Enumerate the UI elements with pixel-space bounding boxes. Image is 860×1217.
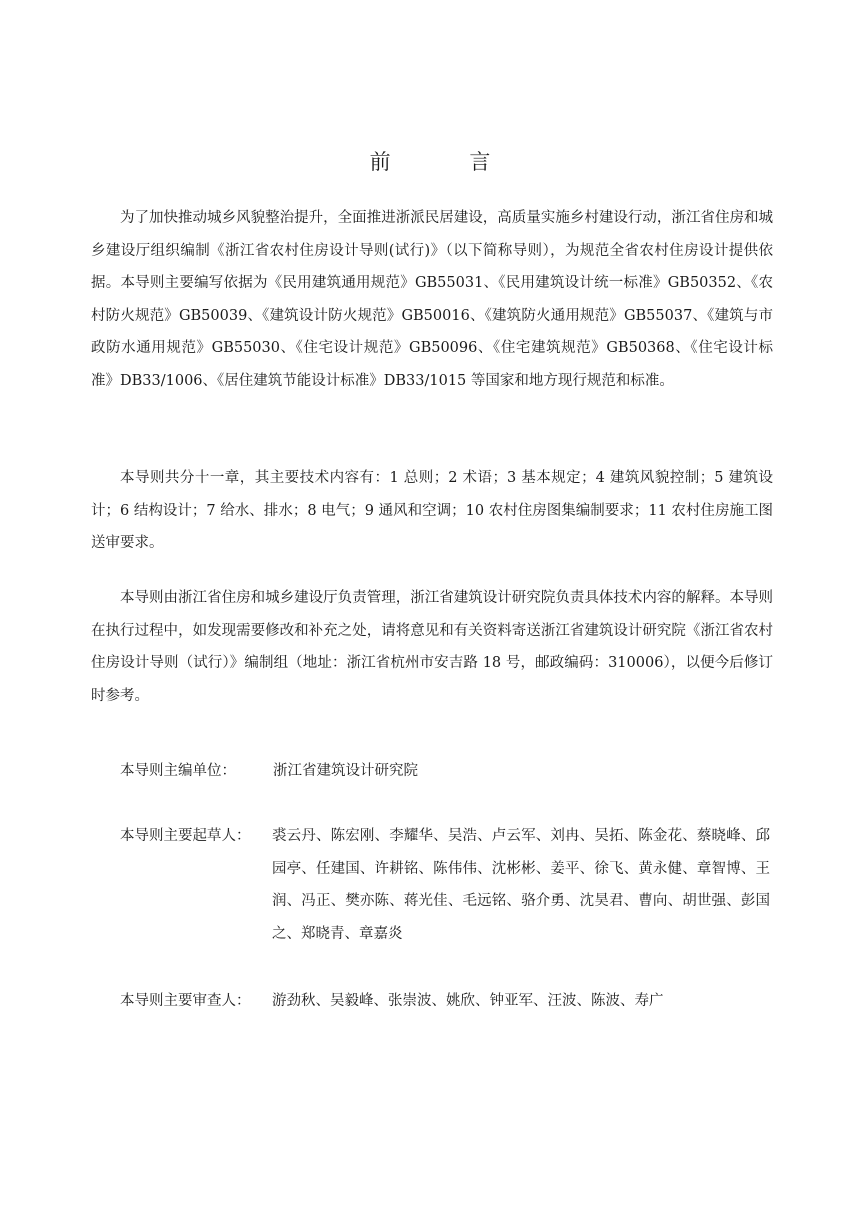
reviewers-value: 游劲秋、吴毅峰、张崇波、姚欣、钟亚军、汪波、陈波、寿广 [272,993,664,1009]
drafters-value: 裘云丹、陈宏刚、李耀华、吴浩、卢云军、刘冉、吴拓、陈金花、蔡晓峰、邱园亭、任建国、许耕铭、陈伟伟、沈彬彬、姜平、徐飞、黄永健、章智博、王润、冯正、樊亦陈、蒋光佳、毛远铭、骆介勇、沈昊君、曹向、胡世强、彭国之、郑晓青、章嘉炎 [272,828,770,942]
reviewers-label: 本导则主要审查人： [120,993,251,1009]
preface-paragraph-1: 为了加快推动城乡风貌整治提升，全面推进浙派民居建设，高质量实施乡村建设行动，浙江省住房和城乡建设厅组织编制《浙江省农村住房设计导则(试行)》（以下简称导则），为规范全省农村住房设计提供依据。本导则主要编写依据为《民用建筑通用规范》GB55031、《民用建筑设计统一标准》GB50352、《农村防火规范》GB50039、《建筑设计防火规范》GB50016、《建筑防火通用规范》GB55037、《建筑与市政防水通用规范》GB55030、《住宅设计规范》GB50096、《住宅建筑规范》GB50368、《住宅设计标准》DB33/1006、《居住建筑节能设计标准》DB33/1015 等国家和地方现行规范和标准。 [91,210,773,389]
preface-paragraph-3: 本导则由浙江省住房和城乡建设厅负责管理，浙江省建筑设计研究院负责具体技术内容的解释。本导则在执行过程中，如发现需要修改和补充之处，请将意见和有关资料寄送浙江省建筑设计研究院《浙江省农村住房设计导则（试行）》编制组（地址：浙江省杭州市安吉路 18 号，邮政编码：310006），以便今后修订时参考。 [91,590,773,704]
preface-paragraph-2: 本导则共分十一章，其主要技术内容有：1 总则；2 术语；3 基本规定；4 建筑风貌控制；5 建筑设计；6 结构设计；7 给水、排水；8 电气；9 通风和空调；10 农村住房图集编制要求；11 农村住房施工图送审要求。 [91,470,773,552]
drafters-label: 本导则主要起草人： [120,828,251,844]
chief-editor-label: 本导则主编单位： [120,763,236,779]
page-title: 前 言 [369,150,527,174]
chief-editor-value: 浙江省建筑设计研究院 [273,763,418,779]
